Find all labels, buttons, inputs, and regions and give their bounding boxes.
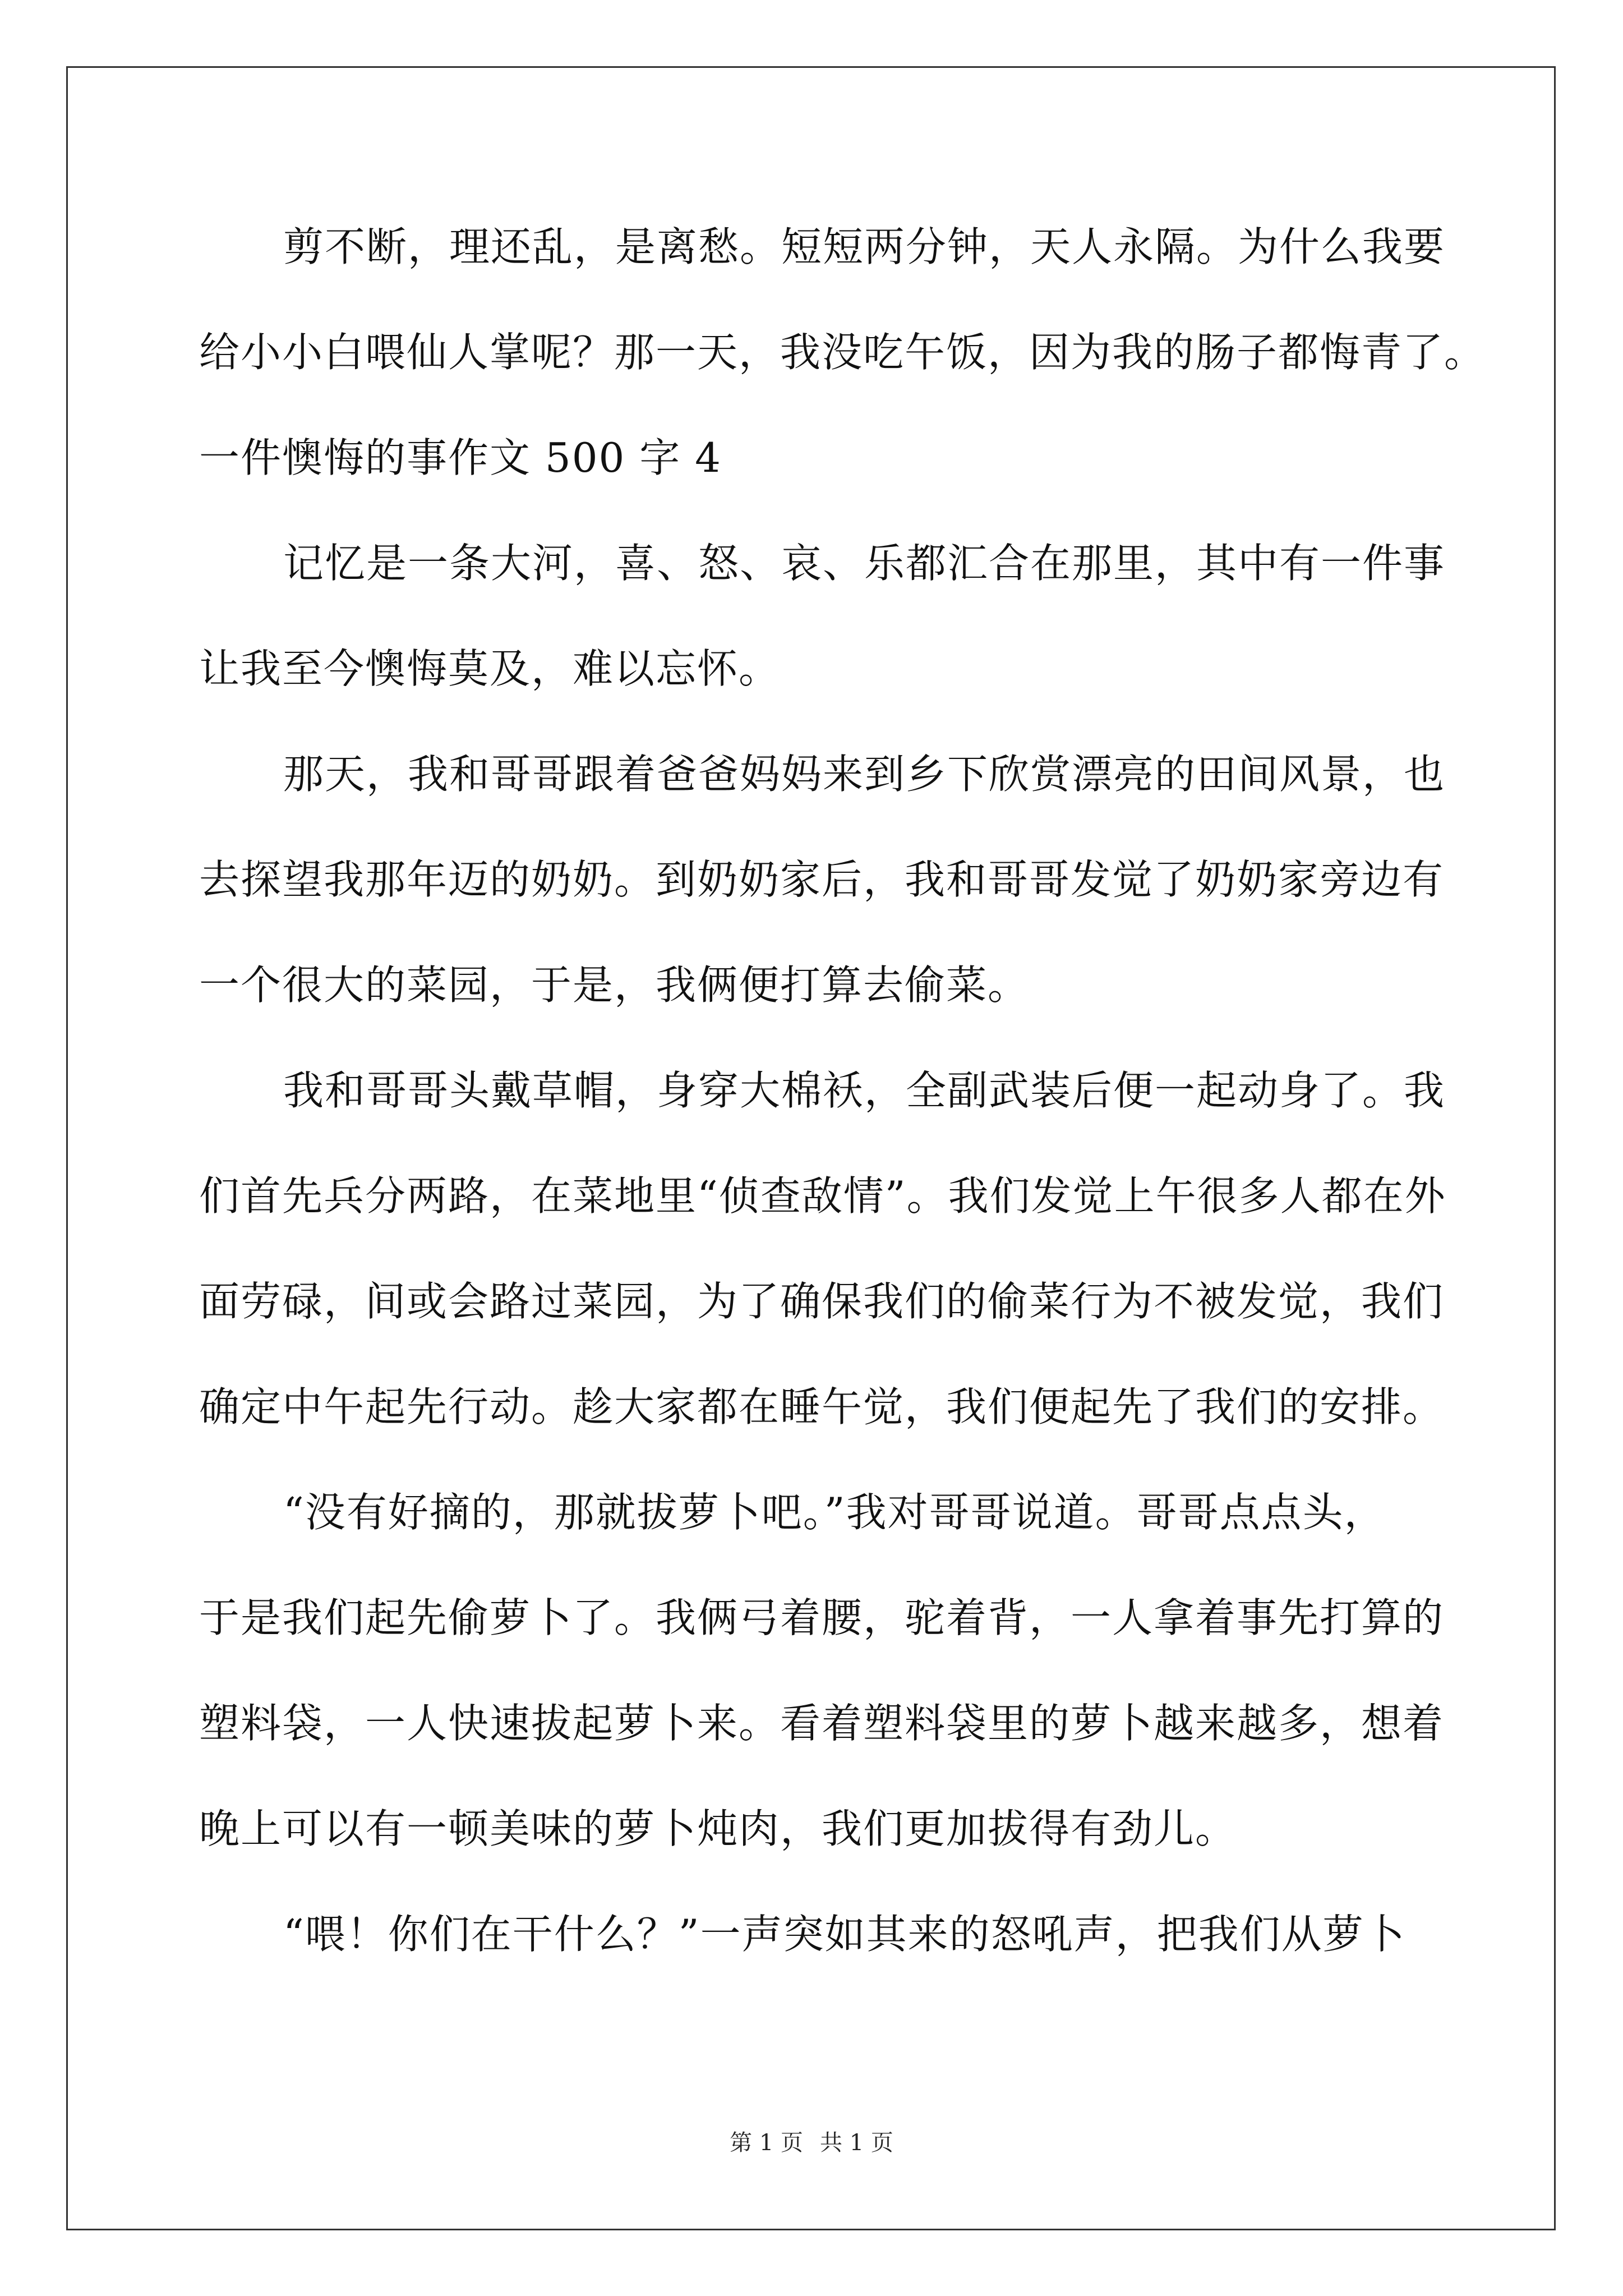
page-footer [0, 2126, 1623, 2160]
text-line: 剪不断，理还乱，是离愁。短短两分钟，天人永隔。为什么我要 [283, 223, 1446, 270]
text-line: 晚上可以有一顿美味的萝卜炖肉，我们更加拔得有劲儿。 [199, 1805, 1237, 1852]
text-line: 塑料袋，一人快速拔起萝卜来。看着塑料袋里的萝卜越来越多，想着 [199, 1700, 1445, 1747]
text-line: “喂！你们在干什么？”一声突如其来的怒吼声，把我们从萝卜 [283, 1911, 1406, 1958]
text-line: 让我至今懊悔莫及，难以忘怀。 [199, 645, 781, 692]
text-line: 记忆是一条大河，喜、怒、哀、乐都汇合在那里，其中有一件事 [283, 540, 1446, 587]
page-number-total: 共 1 页 [820, 2130, 893, 2156]
section-heading: 一件懊悔的事作文 500 字 4 [199, 434, 722, 481]
text-line: “没有好摘的，那就拔萝卜吧。”我对哥哥说道。哥哥点点头， [283, 1489, 1386, 1536]
text-line: 确定中午起先行动。趁大家都在睡午觉，我们便起先了我们的安排。 [199, 1383, 1445, 1430]
text-line: 我和哥哥头戴草帽，身穿大棉袄，全副武装后便一起动身了。我 [283, 1067, 1446, 1114]
text-line: 给小小白喂仙人掌呢？那一天，我没吃午饭，因为我的肠子都悔青了。 [199, 329, 1486, 376]
page-number-current: 第 1 页 [730, 2130, 803, 2156]
text-line: 面劳碌，间或会路过菜园，为了确保我们的偷菜行为不被发觉，我们 [199, 1278, 1445, 1325]
text-line: 们首先兵分两路，在菜地里“侦查敌情”。我们发觉上午很多人都在外 [199, 1172, 1446, 1220]
text-line: 一个很大的菜园，于是，我俩便打算去偷菜。 [199, 961, 1030, 1009]
text-line: 去探望我那年迈的奶奶。到奶奶家后，我和哥哥发觉了奶奶家旁边有 [199, 856, 1445, 903]
document-body [199, 219, 1486, 2012]
text-line: 于是我们起先偷萝卜了。我俩弓着腰，驼着背，一人拿着事先打算的 [199, 1594, 1445, 1641]
text-line: 那天，我和哥哥跟着爸爸妈妈来到乡下欣赏漂亮的田间风景，也 [283, 751, 1446, 798]
